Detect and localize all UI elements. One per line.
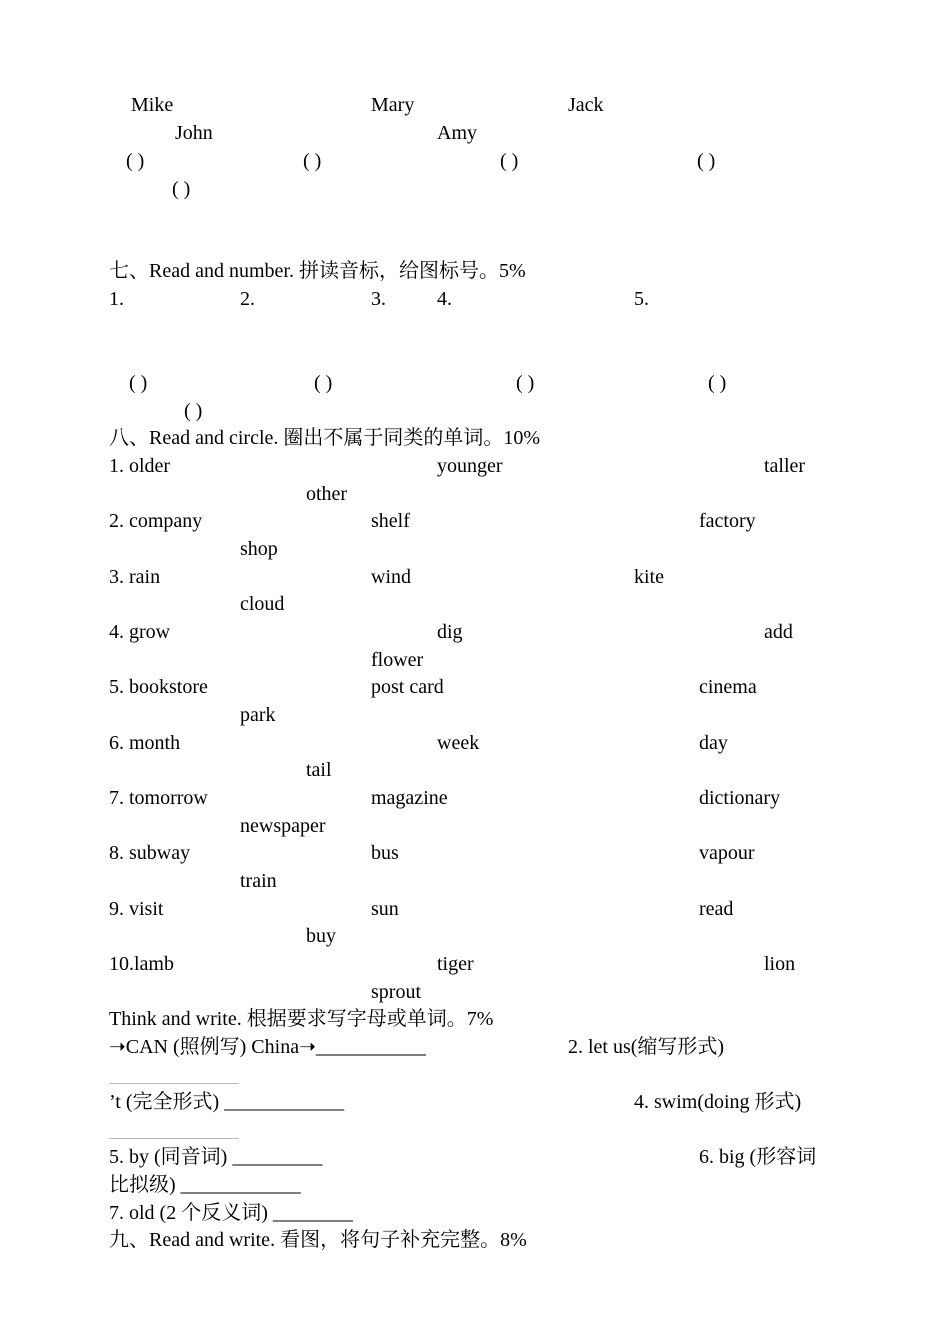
number-label: 4.	[437, 288, 452, 310]
word-option[interactable]: kite	[634, 566, 664, 588]
word-option[interactable]: taller	[764, 455, 806, 477]
word-option[interactable]: dig	[437, 621, 463, 643]
word-option[interactable]: younger	[437, 455, 503, 477]
word-option[interactable]: cinema	[699, 676, 757, 698]
question-2: 2. let us(缩写形式)	[568, 1036, 725, 1058]
word-option[interactable]: 1. older	[109, 455, 171, 477]
word-option[interactable]: wind	[371, 566, 411, 588]
name-amy: Amy	[437, 122, 477, 144]
answer-bracket[interactable]: ( )	[500, 150, 519, 172]
word-option[interactable]: 3. rain	[109, 566, 161, 588]
word-option[interactable]: 6. month	[109, 732, 181, 754]
word-option[interactable]: train	[240, 870, 277, 892]
word-option[interactable]: vapour	[699, 842, 755, 864]
word-option[interactable]: magazine	[371, 787, 448, 809]
word-option[interactable]: add	[764, 621, 793, 643]
answer-bracket[interactable]: ( )	[314, 372, 333, 394]
word-option[interactable]: shop	[240, 538, 278, 560]
word-option[interactable]: 2. company	[109, 510, 203, 532]
question-1[interactable]: ➝CAN (照例写) China➝___________	[109, 1036, 426, 1058]
word-option[interactable]: 4. grow	[109, 621, 171, 643]
question-7[interactable]: 7. old (2 个反义词) ________	[109, 1202, 353, 1224]
section-9-title: 九、Read and write. 看图，将句子补充完整。8%	[109, 1229, 527, 1251]
word-option[interactable]: cloud	[240, 593, 285, 615]
name-jack: Jack	[568, 94, 604, 116]
section-8-title: 八、Read and circle. 圈出不属于同类的单词。10%	[109, 427, 541, 449]
word-option[interactable]: factory	[699, 510, 756, 532]
word-option[interactable]: buy	[306, 925, 336, 947]
word-option[interactable]: 5. bookstore	[109, 676, 208, 698]
number-label: 1.	[109, 288, 124, 310]
word-option[interactable]: 10.lamb	[109, 953, 174, 975]
section-7-title: 七、Read and number. 拼读音标，给图标号。5%	[109, 260, 526, 282]
question-6: 6. big (形容词	[699, 1146, 817, 1168]
word-option[interactable]: bus	[371, 842, 399, 864]
name-mary: Mary	[371, 94, 415, 116]
word-option[interactable]: shelf	[371, 510, 410, 532]
answer-line[interactable]	[109, 1138, 239, 1139]
answer-line[interactable]	[109, 1083, 239, 1084]
word-option[interactable]: week	[437, 732, 480, 754]
answer-bracket[interactable]: ( )	[708, 372, 727, 394]
word-option[interactable]: sprout	[371, 981, 421, 1003]
name-john: John	[175, 122, 213, 144]
word-option[interactable]: post card	[371, 676, 444, 698]
answer-bracket[interactable]: ( )	[516, 372, 535, 394]
word-option[interactable]: 8. subway	[109, 842, 191, 864]
number-label: 3.	[371, 288, 386, 310]
answer-bracket[interactable]: ( )	[184, 400, 203, 422]
answer-bracket[interactable]: ( )	[172, 178, 191, 200]
answer-bracket[interactable]: ( )	[303, 150, 322, 172]
answer-bracket[interactable]: ( )	[126, 150, 145, 172]
question-3[interactable]: ’t (完全形式) ____________	[109, 1091, 345, 1113]
question-5[interactable]: 5. by (同音词) _________	[109, 1146, 323, 1168]
word-option[interactable]: day	[699, 732, 728, 754]
word-option[interactable]: park	[240, 704, 276, 726]
word-option[interactable]: newspaper	[240, 815, 326, 837]
word-option[interactable]: lion	[764, 953, 796, 975]
number-label: 2.	[240, 288, 255, 310]
word-option[interactable]: dictionary	[699, 787, 781, 809]
word-option[interactable]: sun	[371, 898, 399, 920]
question-4: 4. swim(doing 形式)	[634, 1091, 802, 1113]
word-option[interactable]: tail	[306, 759, 332, 781]
word-option[interactable]: flower	[371, 649, 424, 671]
think-write-title: Think and write. 根据要求写字母或单词。7%	[109, 1008, 494, 1030]
word-option[interactable]: 9. visit	[109, 898, 164, 920]
answer-bracket[interactable]: ( )	[697, 150, 716, 172]
answer-bracket[interactable]: ( )	[129, 372, 148, 394]
word-option[interactable]: 7. tomorrow	[109, 787, 208, 809]
word-option[interactable]: tiger	[437, 953, 474, 975]
word-option[interactable]: other	[306, 483, 348, 505]
word-option[interactable]: read	[699, 898, 734, 920]
name-mike: Mike	[131, 94, 174, 116]
number-label: 5.	[634, 288, 649, 310]
question-6-continued[interactable]: 比拟级) ____________	[109, 1174, 301, 1196]
